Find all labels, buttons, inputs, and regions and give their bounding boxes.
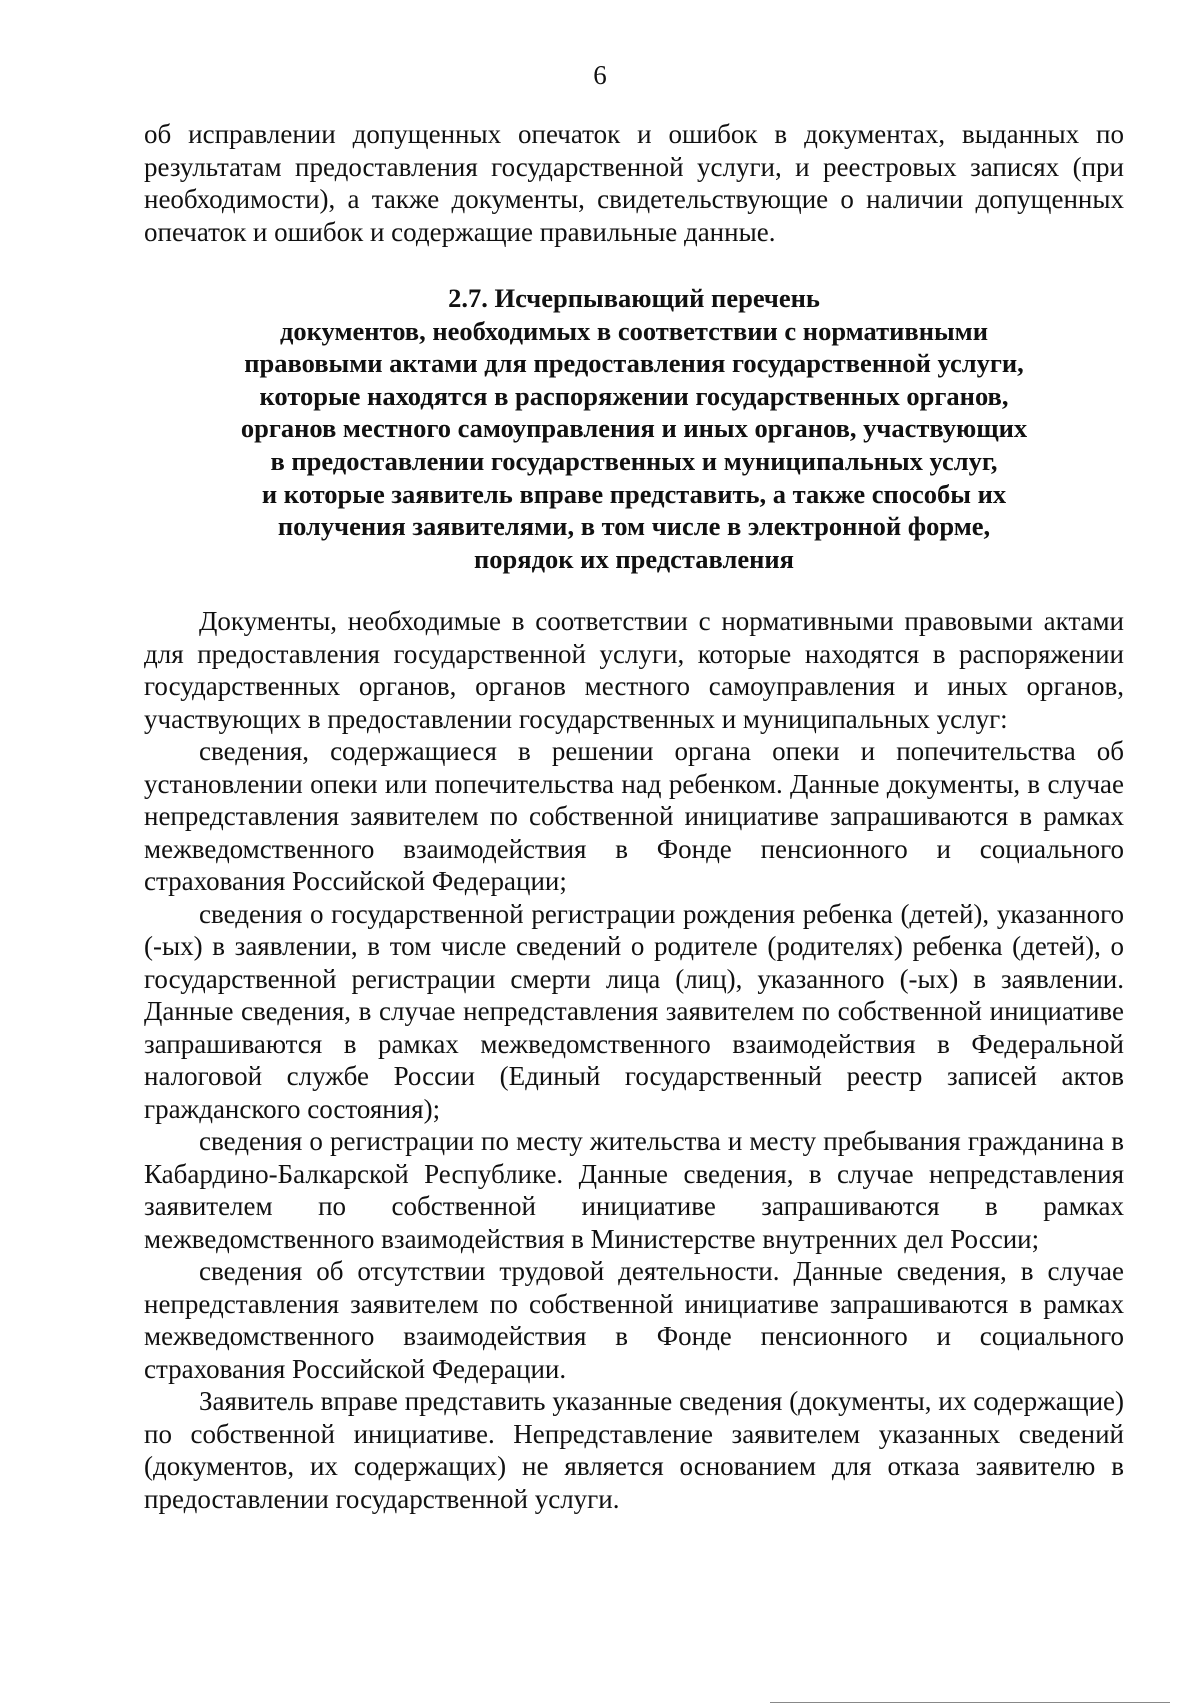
body-paragraph: Документы, необходимые в соответствии с нормативными правовыми актами для предоставления государственной услуги, которые находятся в распоряжении государственных органов, органов местного самоуправления и иных органов, участвующих в предоставлении государственных и муниципальных услуг:: [144, 606, 1124, 734]
section-heading-line: получения заявителями, в том числе в электронной форме,: [277, 511, 991, 542]
section-heading-line: в предоставлении государственных и муниципальных услуг,: [270, 445, 998, 476]
intro-paragraph: об исправлении допущенных опечаток и ошибок в документах, выданных по результатам предоставления государственной услуги, и реестровых записях (при необходимости), а также документы, свидетельствующие о наличии допущенных опечаток и ошибок и содержащие правильные данные.: [144, 119, 1124, 247]
section-heading-line: порядок их представления: [474, 543, 794, 574]
section-heading-line: которые находятся в распоряжении государственных органов,: [259, 380, 1009, 411]
body-paragraph: сведения об отсутствии трудовой деятельности. Данные сведения, в случае непредставления заявителем по собственной инициативе запрашиваются в рамках межведомственного взаимодействия в Фонде пенсионного и социального страхования Российской Федерации.: [144, 1256, 1124, 1384]
section-heading-line: правовыми актами для предоставления государственной услуги,: [244, 348, 1024, 379]
section-heading-line: 2.7. Исчерпывающий перечень: [448, 283, 820, 313]
body-paragraph: сведения, содержащиеся в решении органа опеки и попечительства об установлении опеки или попечительства над ребенком. Данные документы, в случае непредставления заявителем по собственной инициативе запрашиваются в рамках межведомственного взаимодействия в Фонде пенсионного и социального страхования Российской Федерации;: [144, 736, 1124, 897]
section-heading: [144, 282, 1124, 575]
section-heading-line: документов, необходимых в соответствии с нормативными: [280, 315, 988, 346]
section-heading-line: и которые заявитель вправе представить, а также способы их: [261, 478, 1007, 509]
section-heading-line: органов местного самоуправления и иных органов, участвующих: [240, 413, 1028, 444]
page-number: 6: [593, 60, 607, 90]
footer-divider: [770, 1702, 1170, 1703]
body-paragraph: сведения о государственной регистрации рождения ребенка (детей), указанного (-ых) в заявлении, в том числе сведений о родителе (родителях) ребенка (детей), о государственной регистрации смерти лица (лиц), указанного (-ых) в заявлении. Данные сведения, в случае непредставления заявителем по собственной инициативе запрашиваются в рамках межведомственного взаимодействия в Федеральной налоговой службе России (Единый государственный реестр записей актов гражданского состояния);: [144, 898, 1124, 1124]
document-body: [144, 118, 1124, 1515]
body-paragraph: Заявитель вправе представить указанные сведения (документы, их содержащие) по собственной инициативе. Непредставление заявителем указанных сведений (документов, их содержащих) не является основанием для отказа заявителю в предоставлении государственной услуги.: [144, 1386, 1124, 1514]
body-paragraph: сведения о регистрации по месту жительства и месту пребывания гражданина в Кабардино-Балкарской Республике. Данные сведения, в случае непредставления заявителем по собственной инициативе запрашиваются в рамках межведомственного взаимодействия в Министерстве внутренних дел России;: [144, 1126, 1124, 1254]
